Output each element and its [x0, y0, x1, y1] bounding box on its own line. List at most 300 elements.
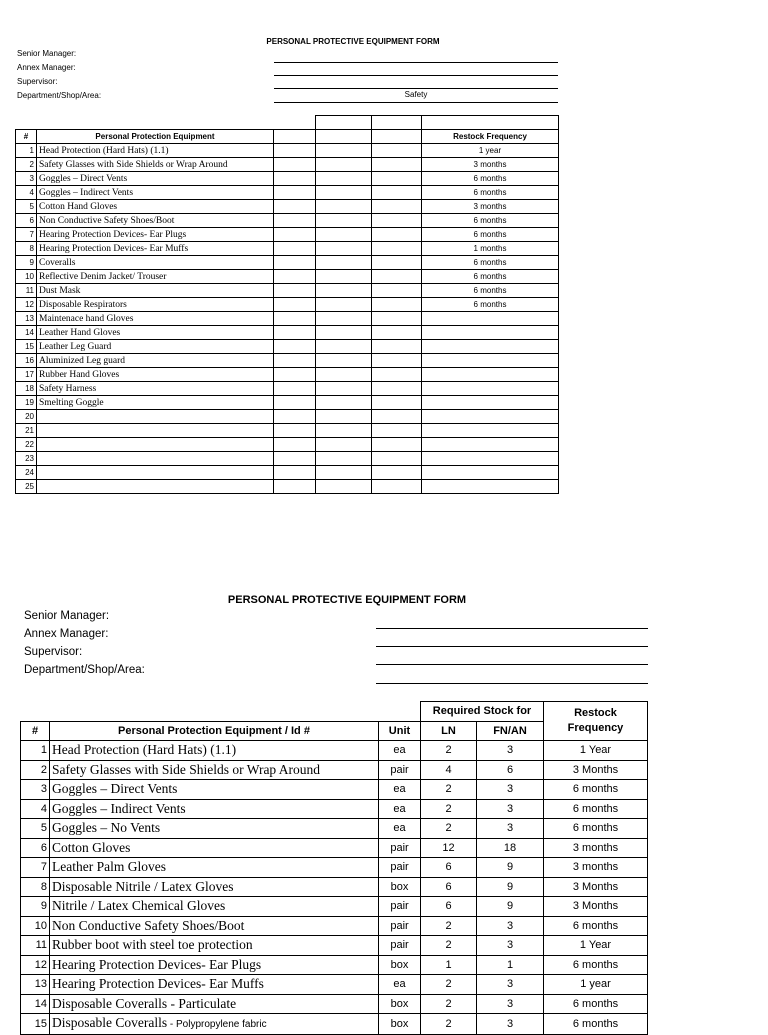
ppe-table-1	[15, 115, 559, 494]
row-number: 4	[16, 186, 37, 200]
table-row	[21, 916, 648, 936]
fnan-stock-value: 6	[477, 760, 544, 780]
row-number: 10	[21, 916, 50, 936]
fnan-stock-value: 3	[477, 975, 544, 995]
equipment-name: Aluminized Leg guard	[37, 354, 274, 368]
row-number: 5	[16, 200, 37, 214]
empty-cell	[372, 340, 422, 354]
empty-cell	[274, 354, 316, 368]
empty-cell	[274, 144, 316, 158]
table-row	[16, 438, 559, 452]
empty-cell	[372, 326, 422, 340]
empty-cell	[372, 438, 422, 452]
unit-value: ea	[379, 975, 421, 995]
table-row	[16, 480, 559, 494]
row-number: 20	[16, 410, 37, 424]
equipment-name: Smelting Goggle	[37, 396, 274, 410]
unit-value: pair	[379, 916, 421, 936]
restock-frequency	[422, 382, 559, 396]
fnan-stock-value: 1	[477, 955, 544, 975]
equipment-name-text: Hearing Protection Devices- Ear Plugs	[52, 956, 262, 972]
empty-cell	[316, 186, 372, 200]
table-row	[21, 1014, 648, 1035]
table-row	[21, 799, 648, 819]
restock-frequency: 3 months	[422, 158, 559, 172]
fnan-stock-value: 3	[477, 1014, 544, 1035]
unit-value: box	[379, 994, 421, 1014]
table-row	[21, 760, 648, 780]
equipment-name: Leather Leg Guard	[37, 340, 274, 354]
unit-header: Unit	[379, 721, 421, 741]
ln-header: LN	[421, 721, 477, 741]
equipment-name: Leather Hand Gloves	[37, 326, 274, 340]
table-row	[16, 158, 559, 172]
empty-cell	[316, 382, 372, 396]
restock-frequency: 6 months	[422, 214, 559, 228]
ln-stock-value: 2	[421, 994, 477, 1014]
unit-value: pair	[379, 858, 421, 878]
restock-frequency: 6 months	[544, 916, 648, 936]
empty-cell	[274, 270, 316, 284]
table-row	[21, 975, 648, 995]
equipment-name: Dust Mask	[37, 284, 274, 298]
unit-value: box	[379, 1014, 421, 1035]
table-row	[16, 256, 559, 270]
restock-frequency: 1 months	[422, 242, 559, 256]
equipment-name	[37, 424, 274, 438]
equipment-name: Goggles – Indirect Vents	[37, 186, 274, 200]
empty-cell	[372, 382, 422, 396]
equipment-name-text: Disposable Coveralls - Particulate	[52, 995, 237, 1011]
fnan-stock-value: 3	[477, 819, 544, 839]
restock-frequency: 1 year	[544, 975, 648, 995]
restock-frequency	[422, 368, 559, 382]
form-title: PERSONAL PROTECTIVE EQUIPMENT FORM	[227, 594, 467, 606]
row-number: 18	[16, 382, 37, 396]
empty-cell	[372, 368, 422, 382]
table-row	[16, 214, 559, 228]
empty-cell	[372, 298, 422, 312]
required-stock-header: Required Stock for	[421, 702, 544, 722]
empty-cell	[274, 214, 316, 228]
equipment-name-text: Disposable Coveralls	[52, 1015, 168, 1030]
ln-stock-value: 2	[421, 819, 477, 839]
empty-cell	[316, 144, 372, 158]
equipment-name	[37, 480, 274, 494]
row-number: 1	[16, 144, 37, 158]
fnan-stock-value: 3	[477, 741, 544, 761]
equipment-name	[50, 819, 379, 839]
restock-frequency	[422, 354, 559, 368]
row-number: 13	[16, 312, 37, 326]
fnan-stock-value: 3	[477, 780, 544, 800]
equipment-header: Personal Protection Equipment	[37, 130, 274, 144]
table-row	[16, 172, 559, 186]
empty-cell	[274, 200, 316, 214]
empty-cell	[316, 172, 372, 186]
empty-cell	[274, 480, 316, 494]
empty-cell	[274, 228, 316, 242]
empty-cell	[372, 200, 422, 214]
equipment-name: Safety Glasses with Side Shields or Wrap Around	[37, 158, 274, 172]
empty-cell	[316, 326, 372, 340]
empty-cell	[372, 256, 422, 270]
restock-frequency: 6 months	[422, 284, 559, 298]
empty-cell	[372, 186, 422, 200]
row-number: 13	[21, 975, 50, 995]
restock-frequency: 3 months	[422, 200, 559, 214]
equipment-name-text: Non Conductive Safety Shoes/Boot	[52, 917, 245, 933]
fnan-header: FN/AN	[477, 721, 544, 741]
restock-frequency: 3 Months	[544, 760, 648, 780]
table-row	[16, 242, 559, 256]
restock-frequency	[422, 452, 559, 466]
empty-cell	[316, 284, 372, 298]
annex-manager-label: Annex Manager:	[17, 63, 76, 72]
empty-cell	[274, 298, 316, 312]
restock-frequency: 1 year	[422, 144, 559, 158]
empty-cell	[372, 452, 422, 466]
unit-value: ea	[379, 741, 421, 761]
restock-frequency: 3 months	[544, 838, 648, 858]
restock-frequency: 6 months	[422, 186, 559, 200]
restock-frequency	[422, 466, 559, 480]
equipment-name: Goggles – Direct Vents	[37, 172, 274, 186]
senior-manager-label: Senior Manager:	[17, 49, 77, 58]
row-number: 5	[21, 819, 50, 839]
row-number: 10	[16, 270, 37, 284]
supervisor-line[interactable]	[376, 664, 648, 665]
row-number: 6	[16, 214, 37, 228]
table-row	[21, 838, 648, 858]
restock-header: Restock Frequency	[422, 130, 559, 144]
empty-cell	[316, 452, 372, 466]
empty-cell	[372, 214, 422, 228]
restock-frequency: 6 months	[422, 270, 559, 284]
empty-cell	[372, 228, 422, 242]
restock-frequency	[422, 424, 559, 438]
equipment-name	[50, 897, 379, 917]
table-row	[21, 936, 648, 956]
table-row	[16, 200, 559, 214]
ln-stock-value: 6	[421, 858, 477, 878]
empty-cell	[274, 284, 316, 298]
restock-frequency: 6 months	[422, 172, 559, 186]
table-row	[16, 186, 559, 200]
empty-cell	[316, 438, 372, 452]
equipment-name: Hearing Protection Devices- Ear Muffs	[37, 242, 274, 256]
supervisor-label: Supervisor:	[17, 77, 58, 86]
equipment-name	[50, 780, 379, 800]
restock-frequency: 6 months	[544, 780, 648, 800]
unit-value: ea	[379, 799, 421, 819]
empty-cell	[372, 466, 422, 480]
equipment-name: Rubber Hand Gloves	[37, 368, 274, 382]
empty-cell	[316, 410, 372, 424]
empty-cell	[316, 340, 372, 354]
table-row	[16, 452, 559, 466]
table-row	[16, 228, 559, 242]
row-number: 19	[16, 396, 37, 410]
empty-cell	[274, 172, 316, 186]
equipment-subtitle: - Polypropylene fabric	[167, 1019, 267, 1030]
department-value: Safety	[404, 90, 428, 99]
empty-cell	[316, 396, 372, 410]
empty-cell	[274, 158, 316, 172]
ln-stock-value: 6	[421, 877, 477, 897]
num-header: #	[16, 130, 37, 144]
empty-cell	[372, 242, 422, 256]
num-header: #	[21, 721, 50, 741]
row-number: 11	[21, 936, 50, 956]
empty-cell	[274, 312, 316, 326]
empty-cell	[316, 424, 372, 438]
empty-cell	[316, 354, 372, 368]
equipment-name-text: Nitrile / Latex Chemical Gloves	[52, 898, 226, 914]
row-number: 8	[16, 242, 37, 256]
row-number: 6	[21, 838, 50, 858]
equipment-name: Cotton Hand Gloves	[37, 200, 274, 214]
restock-frequency	[422, 340, 559, 354]
restock-frequency: 6 months	[422, 298, 559, 312]
fnan-stock-value: 3	[477, 799, 544, 819]
row-number: 15	[16, 340, 37, 354]
fnan-stock-value: 3	[477, 916, 544, 936]
fnan-stock-value: 18	[477, 838, 544, 858]
equipment-name-text: Leather Palm Gloves	[52, 859, 166, 875]
supervisor-line[interactable]	[274, 88, 558, 89]
row-number: 16	[16, 354, 37, 368]
fnan-stock-value: 3	[477, 936, 544, 956]
empty-cell	[372, 284, 422, 298]
empty-cell	[316, 242, 372, 256]
row-number: 9	[16, 256, 37, 270]
row-number: 17	[16, 368, 37, 382]
ln-stock-value: 12	[421, 838, 477, 858]
equipment-name	[50, 1014, 379, 1035]
row-number: 2	[16, 158, 37, 172]
fnan-stock-value: 9	[477, 858, 544, 878]
equipment-name	[50, 838, 379, 858]
restock-frequency-header	[544, 702, 648, 741]
equipment-name	[50, 741, 379, 761]
restock-frequency: 6 months	[422, 228, 559, 242]
restock-frequency: 6 months	[544, 955, 648, 975]
restock-frequency: 3 months	[544, 858, 648, 878]
empty-cell	[316, 256, 372, 270]
restock-frequency: 6 months	[544, 1014, 648, 1035]
empty-cell	[274, 424, 316, 438]
equipment-name: Disposable Respirators	[37, 298, 274, 312]
empty-cell	[316, 270, 372, 284]
equipment-name	[50, 877, 379, 897]
empty-cell	[316, 480, 372, 494]
equipment-name	[50, 975, 379, 995]
senior-manager-label: Senior Manager:	[24, 610, 110, 622]
empty-cell	[372, 424, 422, 438]
equipment-name	[50, 994, 379, 1014]
equipment-name	[50, 916, 379, 936]
equipment-name-text: Disposable Nitrile / Latex Gloves	[52, 878, 234, 894]
restock-frequency	[422, 438, 559, 452]
empty-cell	[274, 438, 316, 452]
empty-cell	[372, 410, 422, 424]
unit-value: ea	[379, 780, 421, 800]
ln-stock-value: 6	[421, 897, 477, 917]
equipment-name	[50, 955, 379, 975]
equipment-name	[37, 410, 274, 424]
equipment-name	[37, 438, 274, 452]
table-row	[21, 819, 648, 839]
equipment-name-text: Goggles – Direct Vents	[52, 781, 178, 797]
restock-frequency	[422, 480, 559, 494]
empty-cell	[316, 368, 372, 382]
row-number: 14	[21, 994, 50, 1014]
empty-cell	[316, 298, 372, 312]
row-number: 21	[16, 424, 37, 438]
equipment-name-text: Head Protection (Hard Hats) (1.1)	[52, 742, 237, 758]
table-row	[16, 410, 559, 424]
empty-cell	[274, 410, 316, 424]
restock-frequency	[422, 410, 559, 424]
ln-stock-value: 2	[421, 780, 477, 800]
empty-cell	[316, 228, 372, 242]
row-number: 11	[16, 284, 37, 298]
empty-cell	[372, 396, 422, 410]
restock-header-line2: Frequency	[567, 722, 624, 734]
row-number: 3	[16, 172, 37, 186]
department-line[interactable]	[376, 683, 648, 684]
equipment-name	[50, 760, 379, 780]
equipment-header: Personal Protection Equipment / Id #	[50, 721, 379, 741]
annex-manager-line[interactable]	[376, 646, 648, 647]
table-row	[16, 326, 559, 340]
equipment-name: Maintenace hand Gloves	[37, 312, 274, 326]
unit-value: pair	[379, 838, 421, 858]
table-row	[16, 354, 559, 368]
table-row	[16, 340, 559, 354]
table-row	[21, 955, 648, 975]
row-number: 7	[16, 228, 37, 242]
equipment-name-text: Safety Glasses with Side Shields or Wrap Around	[52, 761, 321, 777]
fnan-stock-value: 9	[477, 877, 544, 897]
equipment-name	[37, 452, 274, 466]
empty-cell	[372, 480, 422, 494]
ln-stock-value: 2	[421, 1014, 477, 1035]
table-row	[21, 858, 648, 878]
equipment-name: Safety Harness	[37, 382, 274, 396]
unit-value: pair	[379, 936, 421, 956]
equipment-name: Reflective Denim Jacket/ Trouser	[37, 270, 274, 284]
equipment-name: Hearing Protection Devices- Ear Plugs	[37, 228, 274, 242]
row-number: 7	[21, 858, 50, 878]
restock-frequency: 6 months	[544, 799, 648, 819]
row-number: 15	[21, 1014, 50, 1035]
supervisor-label: Supervisor:	[24, 646, 83, 658]
restock-frequency: 1 Year	[544, 741, 648, 761]
annex-manager-line[interactable]	[274, 75, 558, 76]
empty-cell	[274, 242, 316, 256]
table-row	[16, 284, 559, 298]
ln-stock-value: 2	[421, 916, 477, 936]
empty-cell	[316, 158, 372, 172]
empty-cell	[372, 158, 422, 172]
row-number: 2	[21, 760, 50, 780]
equipment-name	[37, 466, 274, 480]
row-number: 25	[16, 480, 37, 494]
ln-stock-value: 2	[421, 799, 477, 819]
fnan-stock-value: 3	[477, 994, 544, 1014]
equipment-name-text: Cotton Gloves	[52, 839, 131, 855]
restock-frequency: 3 Months	[544, 897, 648, 917]
row-number: 1	[21, 741, 50, 761]
equipment-name	[50, 799, 379, 819]
equipment-name-text: Goggles – No Vents	[52, 820, 161, 836]
row-number: 23	[16, 452, 37, 466]
table-row	[16, 368, 559, 382]
fnan-stock-value: 9	[477, 897, 544, 917]
equipment-name: Head Protection (Hard Hats) (1.1)	[37, 144, 274, 158]
table-row	[16, 270, 559, 284]
restock-frequency: 1 Year	[544, 936, 648, 956]
ln-stock-value: 4	[421, 760, 477, 780]
senior-manager-line[interactable]	[274, 62, 558, 63]
restock-frequency: 6 months	[422, 256, 559, 270]
empty-cell	[274, 186, 316, 200]
empty-cell	[274, 340, 316, 354]
row-number: 24	[16, 466, 37, 480]
equipment-name	[50, 936, 379, 956]
table-row	[16, 382, 559, 396]
empty-cell	[274, 382, 316, 396]
equipment-name: Coveralls	[37, 256, 274, 270]
table-row	[21, 780, 648, 800]
ln-stock-value: 2	[421, 936, 477, 956]
empty-cell	[372, 354, 422, 368]
unit-value: box	[379, 955, 421, 975]
empty-cell	[274, 466, 316, 480]
senior-manager-line[interactable]	[376, 628, 648, 629]
department-label: Department/Shop/Area:	[17, 91, 102, 100]
table-row	[21, 877, 648, 897]
annex-manager-label: Annex Manager:	[24, 628, 109, 640]
table-row	[16, 424, 559, 438]
empty-cell	[316, 312, 372, 326]
table-row	[21, 897, 648, 917]
department-line[interactable]	[274, 102, 558, 103]
ln-stock-value: 2	[421, 741, 477, 761]
table-row	[21, 994, 648, 1014]
equipment-name-text: Rubber boot with steel toe protection	[52, 937, 253, 953]
equipment-name-text: Hearing Protection Devices- Ear Muffs	[52, 976, 264, 992]
empty-cell	[372, 270, 422, 284]
restock-frequency: 6 months	[544, 994, 648, 1014]
empty-cell	[372, 144, 422, 158]
empty-cell	[372, 172, 422, 186]
table-row	[21, 741, 648, 761]
restock-frequency: 6 months	[544, 819, 648, 839]
equipment-name-text: Goggles – Indirect Vents	[52, 800, 186, 816]
empty-cell	[316, 466, 372, 480]
table-row	[16, 144, 559, 158]
equipment-name: Non Conductive Safety Shoes/Boot	[37, 214, 274, 228]
row-number: 12	[16, 298, 37, 312]
empty-cell	[274, 396, 316, 410]
unit-value: pair	[379, 897, 421, 917]
empty-cell	[316, 200, 372, 214]
row-number: 12	[21, 955, 50, 975]
row-number: 14	[16, 326, 37, 340]
